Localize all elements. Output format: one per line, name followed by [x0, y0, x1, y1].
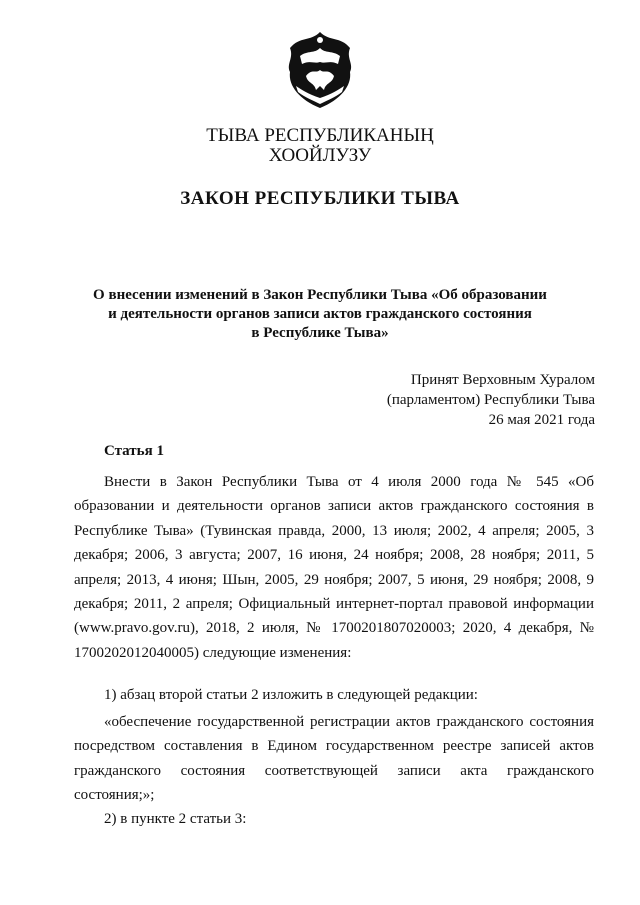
header-line-tuvan-2: ХООЙЛУЗУ [268, 145, 372, 166]
law-type-heading: ЗАКОН РЕСПУБЛИКИ ТЫВА [180, 188, 460, 209]
article-intro-paragraph: Внести в Закон Республики Тыва от 4 июля 2000 года № 545 «Об образовании и деятельности органов записи актов гражданского состояния в Республике Тыва» (Тувинская правда, 2000, 13 июля; 2002, 4 апреля; 2005, 3 декабря; 2006, 3 августа; 2007, 16 июня, 24 ноября; 2008, 28 ноября; 2011, 5 апреля; 2013, 4 июня; Шын, 2005, 29 ноября; 2007, 5 июня, 29 ноября; 2008, 9 декабря; 2011, 2 апреля; Официальный интернет-портал правовой информации (www.pravo.gov.ru), 2018, 2 июля, № 1700201807020003; 2020, 4 декабря, № 1700202012040005) следующие изменения: [74, 474, 594, 661]
article-heading: Статья 1 [104, 443, 164, 459]
adoption-block [387, 370, 595, 430]
quoted-amendment-paragraph: «обеспечение государственной регистрации актов гражданского состояния посредством составления в Едином государственном реестре записей актов гражданского состояния соответствующей записи акта гражданского состояния;»; [74, 714, 594, 804]
item-2: 2) в пункте 2 статьи 3: [104, 811, 247, 827]
document-title-line-1: О внесении изменений в Закон Республики Тыва «Об образовании [93, 287, 547, 303]
document-title-line-2: и деятельности органов записи актов гражданского состояния [108, 306, 532, 322]
item-1: 1) абзац второй статьи 2 изложить в следующей редакции: [104, 687, 478, 703]
document-title-line-3: в Республике Тыва» [251, 325, 389, 341]
adoption-date: 26 мая 2021 года [488, 412, 595, 428]
adoption-line-2: (парламентом) Республики Тыва [386, 392, 595, 408]
header-line-tuvan-1: ТЫВА РЕСПУБЛИКАНЫҢ [206, 125, 434, 146]
coat-of-arms-icon [280, 28, 360, 110]
adoption-line-1: Принят Верховным Хуралом [410, 372, 595, 388]
